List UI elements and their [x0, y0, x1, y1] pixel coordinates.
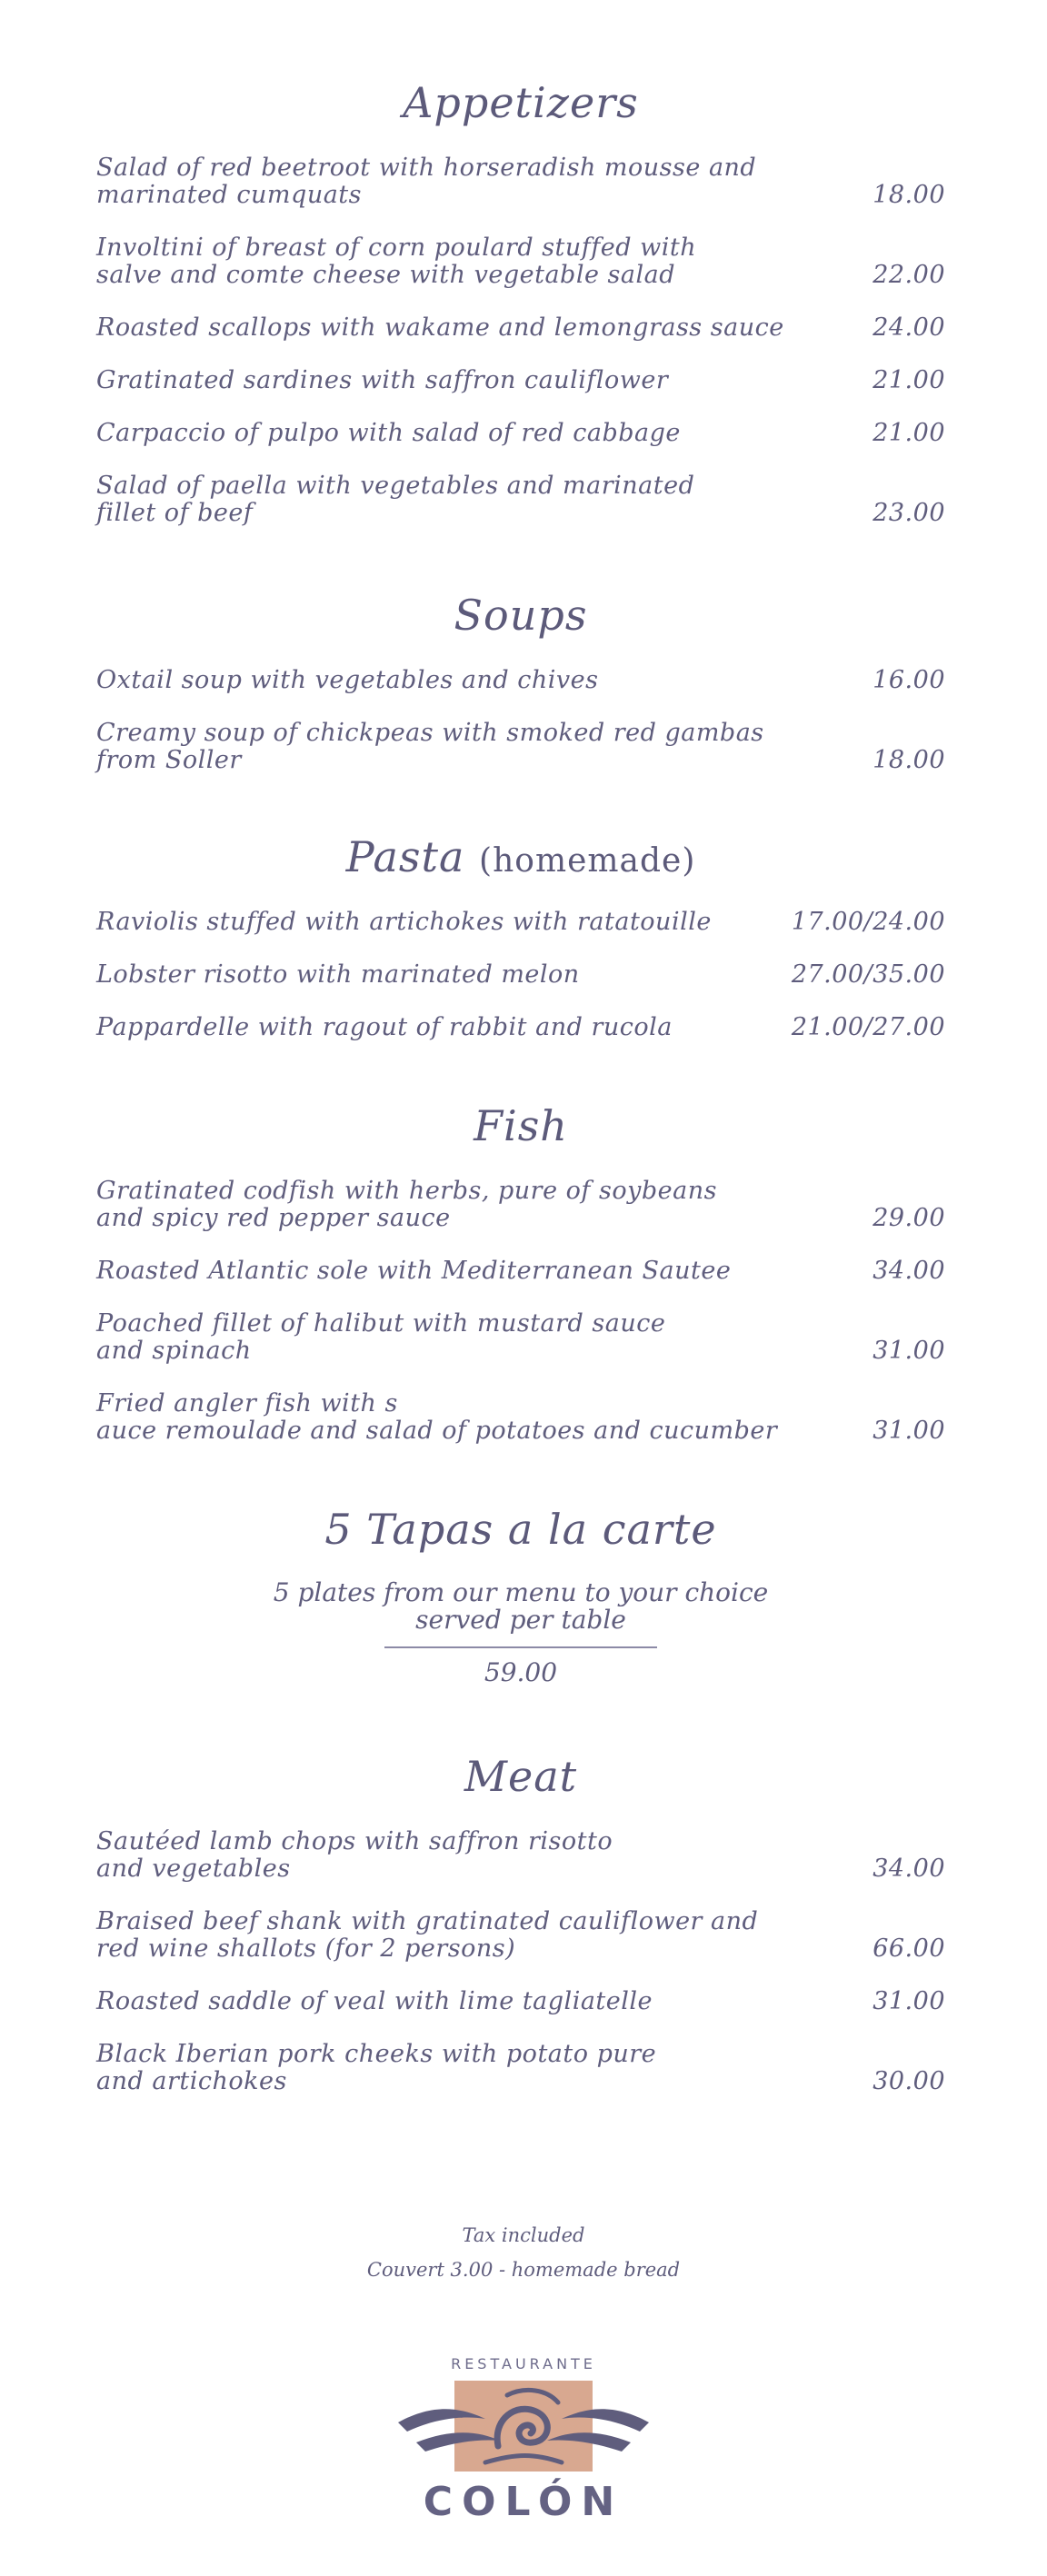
pasta-list — [96, 909, 945, 1041]
menu-item-name: Gratinated sardines with saffron cauliflower — [96, 366, 669, 394]
menu-item — [96, 1178, 945, 1232]
menu-item-name: Roasted saddle of veal with lime tagliatelle — [96, 1987, 653, 2015]
menu-item-name: Oxtail soup with vegetables and chives — [96, 666, 599, 694]
menu-item-price: 23.00 — [872, 499, 945, 527]
menu-item — [96, 667, 945, 694]
menu-item — [96, 472, 945, 527]
menu-item-price: 21.00/27.00 — [791, 1013, 945, 1041]
menu-item-price: 18.00 — [872, 181, 945, 209]
pasta-subtitle: (homemade) — [479, 842, 696, 880]
menu-item-price: 22.00 — [872, 261, 945, 289]
menu-item-price: 66.00 — [872, 1934, 945, 1963]
menu-item-price: 31.00 — [872, 1987, 945, 2015]
section-tapas — [96, 1505, 945, 1687]
menu-item-name: Creamy soup of chickpeas with smoked red gambas from Soller — [96, 719, 764, 774]
section-title-soups: Soups — [454, 591, 588, 640]
section-pasta — [96, 832, 945, 1041]
fish-list — [96, 1178, 945, 1445]
menu-item-price: 34.00 — [872, 1257, 945, 1285]
menu-item-price: 24.00 — [872, 313, 945, 342]
logo-name: COLÓN — [423, 2479, 624, 2525]
section-title-tapas: 5 Tapas a la carte — [324, 1505, 717, 1554]
menu-item-name: Sautéed lamb chops with saffron risotto and vegetables — [96, 1827, 613, 1883]
menu-item-name: Roasted Atlantic sole with Mediterranean Sautee — [96, 1257, 732, 1285]
menu-item-price: 27.00/35.00 — [791, 960, 945, 989]
menu-item-name: Gratinated codfish with herbs, pure of soybeans and spicy red pepper sauce — [96, 1177, 717, 1232]
tax-note: Tax included — [462, 2224, 585, 2246]
restaurant-logo — [398, 2355, 649, 2524]
menu-item — [96, 154, 945, 209]
menu-item — [96, 1908, 945, 1963]
logo-top-text: RESTAURANTE — [451, 2355, 596, 2372]
menu-item-name: Fried angler fish with s auce remoulade and salad of potatoes and cucumber — [96, 1389, 778, 1445]
tapas-divider — [384, 1646, 657, 1648]
menu-item — [96, 420, 945, 447]
section-title-fish: Fish — [474, 1101, 568, 1150]
menu-item — [96, 961, 945, 989]
menu-item — [96, 1310, 945, 1365]
menu-item-name: Salad of red beetroot with horseradish mousse and marinated cumquats — [96, 154, 757, 209]
section-appetizers — [96, 78, 945, 527]
section-meat — [96, 1752, 945, 2095]
menu-item — [96, 367, 945, 394]
menu-item — [96, 1988, 945, 2015]
menu-item-price: 18.00 — [872, 746, 945, 774]
section-title-appetizers: Appetizers — [403, 78, 639, 127]
menu-item-name: Carpaccio of pulpo with salad of red cabbage — [96, 419, 681, 447]
pasta-title: Pasta — [345, 832, 465, 881]
menu-item-price: 21.00 — [872, 419, 945, 447]
menu-item-name: Raviolis stuffed with artichokes with ratatouille — [96, 908, 712, 936]
menu-item-name: Roasted scallops with wakame and lemongrass sauce — [96, 313, 784, 342]
menu-item — [96, 1828, 945, 1883]
menu-item — [96, 314, 945, 342]
menu-item — [96, 1014, 945, 1041]
meat-list — [96, 1828, 945, 2095]
section-fish — [96, 1101, 945, 1445]
menu-item-price: 34.00 — [872, 1855, 945, 1883]
tapas-price: 59.00 — [484, 1657, 558, 1687]
menu-item-price: 21.00 — [872, 366, 945, 394]
menu-item-name: Poached fillet of halibut with mustard sauce and spinach — [96, 1309, 666, 1365]
menu-item — [96, 720, 945, 774]
section-title-pasta — [96, 832, 945, 881]
menu-item — [96, 234, 945, 289]
menu-item-name: Black Iberian pork cheeks with potato pure and artichokes — [96, 2040, 657, 2095]
menu-item — [96, 1258, 945, 1285]
appetizers-list — [96, 154, 945, 527]
menu-item-name: Lobster risotto with marinated melon — [96, 960, 580, 989]
section-title-meat: Meat — [464, 1752, 578, 1801]
menu-item-price: 17.00/24.00 — [791, 908, 945, 936]
soups-list — [96, 667, 945, 774]
menu-item — [96, 909, 945, 936]
menu-item — [96, 1390, 945, 1445]
menu-item-name: Salad of paella with vegetables and marinated fillet of beef — [96, 472, 695, 527]
menu-item-price: 31.00 — [872, 1337, 945, 1365]
menu-item-price: 16.00 — [872, 666, 945, 694]
menu-item-price: 29.00 — [872, 1204, 945, 1232]
section-soups — [96, 591, 945, 774]
menu-item-price: 31.00 — [872, 1417, 945, 1445]
menu-item-name: Involtini of breast of corn poulard stuffed with salve and comte cheese with vegetable salad — [96, 234, 697, 289]
wave-crest-logo-icon — [398, 2375, 649, 2477]
menu-item-name: Braised beef shank with gratinated cauliflower and red wine shallots (for 2 persons) — [96, 1907, 759, 1963]
menu-item-price: 30.00 — [872, 2067, 945, 2095]
couvert-note: Couvert 3.00 - homemade bread — [366, 2259, 681, 2281]
tapas-description: 5 plates from our menu to your choice served per table — [273, 1577, 769, 1635]
menu-item — [96, 2041, 945, 2095]
menu-item-name: Pappardelle with ragout of rabbit and rucola — [96, 1013, 673, 1041]
